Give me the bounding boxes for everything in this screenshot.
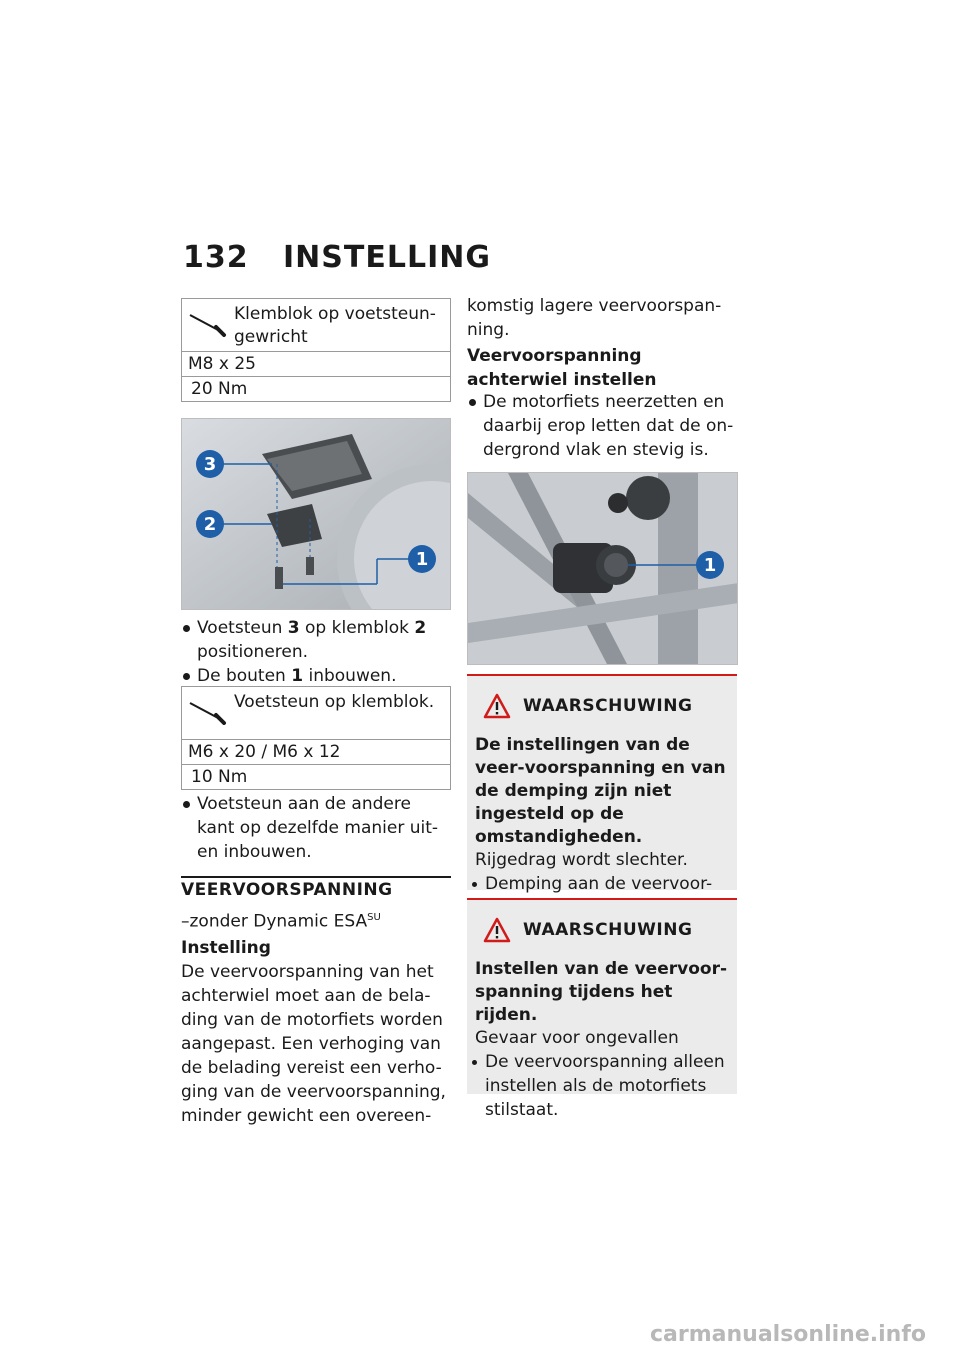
rear-shock-image	[467, 472, 738, 665]
procedure-heading: Veervoorspanning achterwiel instellen	[467, 346, 657, 390]
svg-text:3: 3	[203, 454, 217, 475]
body-text: De veervoorspanning van het achterwiel moet aan de bela-ding van de motorfiets worden aangepast. Een verhoging van de belading vereist een verho-ging van de veervoorspanning, minder gewicht een overeen-	[181, 962, 446, 1126]
callout-1	[408, 545, 436, 573]
list-item: De motorfiets neerzetten en daarbij erop letten dat de on-dergrond vlak en stevig is.	[467, 390, 737, 462]
svg-text:1: 1	[703, 555, 717, 576]
warning-box	[467, 898, 737, 1120]
watermark: carmanualsonline.info	[650, 1322, 926, 1347]
callout-2	[196, 510, 224, 538]
warning-consequence: Gevaar voor ongevallen	[475, 1028, 679, 1048]
warning-title: WAARSCHUWING	[523, 920, 693, 940]
step-list	[181, 792, 451, 864]
footrest-assembly-image	[181, 418, 451, 610]
section-divider	[181, 876, 451, 878]
warning-triangle-icon	[483, 693, 511, 719]
torque-label: Voetsteun op klemblok.	[234, 692, 435, 712]
list-item: Voetsteun 3 op klemblok 2 positioneren.	[181, 616, 451, 664]
warning-cause: Instellen van de veervoor-spanning tijdens het rijden.	[475, 959, 728, 1025]
variant-note: –zonder Dynamic $ESA^{SU}$	[181, 911, 381, 932]
warning-box	[467, 674, 737, 894]
step-list	[467, 390, 737, 462]
torque-thread: M8 x 25	[182, 352, 450, 377]
warning-title: WAARSCHUWING	[523, 696, 693, 716]
warning-actions	[469, 1050, 729, 1122]
callout-1	[696, 551, 724, 579]
torque-label: Klemblok op voetsteun-gewricht	[234, 304, 436, 347]
torque-wrench-icon	[188, 699, 228, 725]
warning-consequence: Rijgedrag wordt slechter.	[475, 850, 688, 870]
torque-value: 10 Nm	[191, 767, 248, 787]
page-number: 132	[183, 240, 249, 275]
body-text-continued: komstig lagere veervoorspan-ning.	[467, 296, 722, 340]
warning-triangle-icon	[483, 917, 511, 943]
torque-wrench-icon	[188, 311, 228, 337]
callout-3	[196, 450, 224, 478]
list-item: Voetsteun aan de andere kant op dezelfde manier uit- en inbouwen.	[181, 792, 451, 864]
list-item: De veervoorspanning alleen instellen als de motorfiets stilstaat.	[469, 1050, 729, 1122]
section-title: VEERVOORSPANNING	[181, 880, 393, 900]
subheading: Instelling	[181, 938, 271, 958]
svg-text:1: 1	[415, 549, 429, 570]
torque-spec-table	[181, 298, 451, 402]
torque-thread: M6 x 20 / M6 x 12	[182, 740, 450, 765]
list-item: De bouten 1 inbouwen.	[181, 664, 451, 688]
svg-text:2: 2	[203, 514, 217, 535]
list-item: Demping aan de veervoor-	[469, 872, 729, 920]
page-title: INSTELLING	[283, 240, 491, 275]
step-list	[181, 616, 451, 688]
torque-spec-table	[181, 686, 451, 790]
torque-value: 20 Nm	[191, 379, 248, 399]
warning-cause: De instellingen van de veer-voorspanning en van de demping zijn niet ingesteld op de omstandigheden.	[475, 735, 726, 847]
